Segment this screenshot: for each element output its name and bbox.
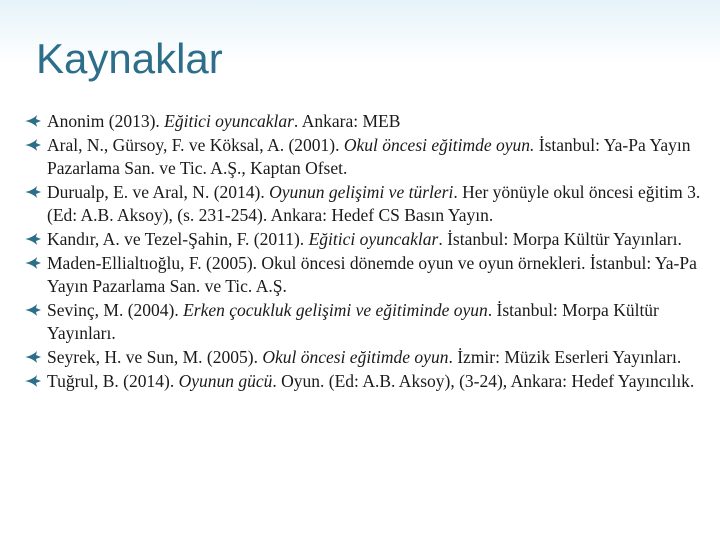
slide-title: Kaynaklar	[36, 35, 223, 82]
arrow-bullet-icon	[24, 350, 42, 364]
reference-item	[22, 181, 702, 228]
reference-text: . İstanbul: Morpa Kültür Yayınları.	[438, 228, 682, 249]
reference-text: . İstanbul: Morpa Kültür Yayınları.	[47, 299, 659, 344]
reference-item	[22, 299, 702, 346]
reference-text: . Oyun. (Ed: A.B. Aksoy), (3-24), Ankara: Hedef Yayıncılık.	[272, 370, 695, 391]
reference-text: . Ankara: MEB	[293, 111, 401, 131]
reference-item	[22, 110, 702, 134]
reference-item	[22, 346, 702, 370]
reference-item	[22, 134, 702, 181]
reference-italic-title: Okul öncesi eğitimde oyun.	[343, 134, 535, 155]
reference-text: Aral, N., Gürsoy, F. ve Köksal, A. (2001).	[47, 134, 344, 155]
reference-text: Durualp, E. ve Aral, N. (2014).	[47, 181, 270, 202]
reference-text: Seyrek, H. ve Sun, M. (2005).	[47, 346, 263, 367]
reference-italic-title: Eğitici oyuncaklar	[308, 228, 439, 249]
reference-item	[22, 252, 702, 299]
reference-text: Kandır, A. ve Tezel-Şahin, F. (2011).	[47, 228, 309, 249]
arrow-bullet-icon	[24, 256, 42, 270]
reference-italic-title: Oyunun gücü	[178, 370, 273, 391]
reference-text: Maden-Ellialtıoğlu, F. (2005). Okul öncesi dönemde oyun ve oyun örnekleri. İstanbul: Ya-Pa Yayın Pazarlama San. ve Tic. A.Ş.	[47, 252, 697, 297]
reference-text: Tuğrul, B. (2014).	[47, 370, 179, 391]
reference-text: Anonim (2013).	[47, 111, 165, 131]
arrow-bullet-icon	[24, 232, 42, 246]
arrow-bullet-icon	[24, 114, 42, 128]
arrow-bullet-icon	[24, 138, 42, 152]
reference-item	[22, 228, 702, 252]
reference-text: Sevinç, M. (2004).	[47, 299, 184, 320]
arrow-bullet-icon	[24, 303, 42, 317]
reference-text: . İzmir: Müzik Eserleri Yayınları.	[448, 346, 682, 367]
arrow-bullet-icon	[24, 374, 42, 388]
reference-italic-title: Oyunun gelişimi ve türleri	[269, 181, 454, 202]
reference-item	[22, 370, 702, 394]
reference-italic-title: Okul öncesi eğitimde oyun	[262, 346, 449, 367]
reference-italic-title: Eğitici oyuncaklar	[164, 111, 294, 131]
reference-text: İstanbul: Ya-Pa Yayın Pazarlama San. ve Tic. A.Ş., Kaptan Ofset.	[47, 134, 691, 179]
reference-text: . Her yönüyle okul öncesi eğitim 3. (Ed: A.B. Aksoy), (s. 231-254). Ankara: Hedef CS Basın Yayın.	[47, 181, 701, 226]
reference-list	[22, 110, 702, 393]
arrow-bullet-icon	[24, 185, 42, 199]
reference-italic-title: Erken çocukluk gelişimi ve eğitiminde oyun	[183, 299, 488, 320]
